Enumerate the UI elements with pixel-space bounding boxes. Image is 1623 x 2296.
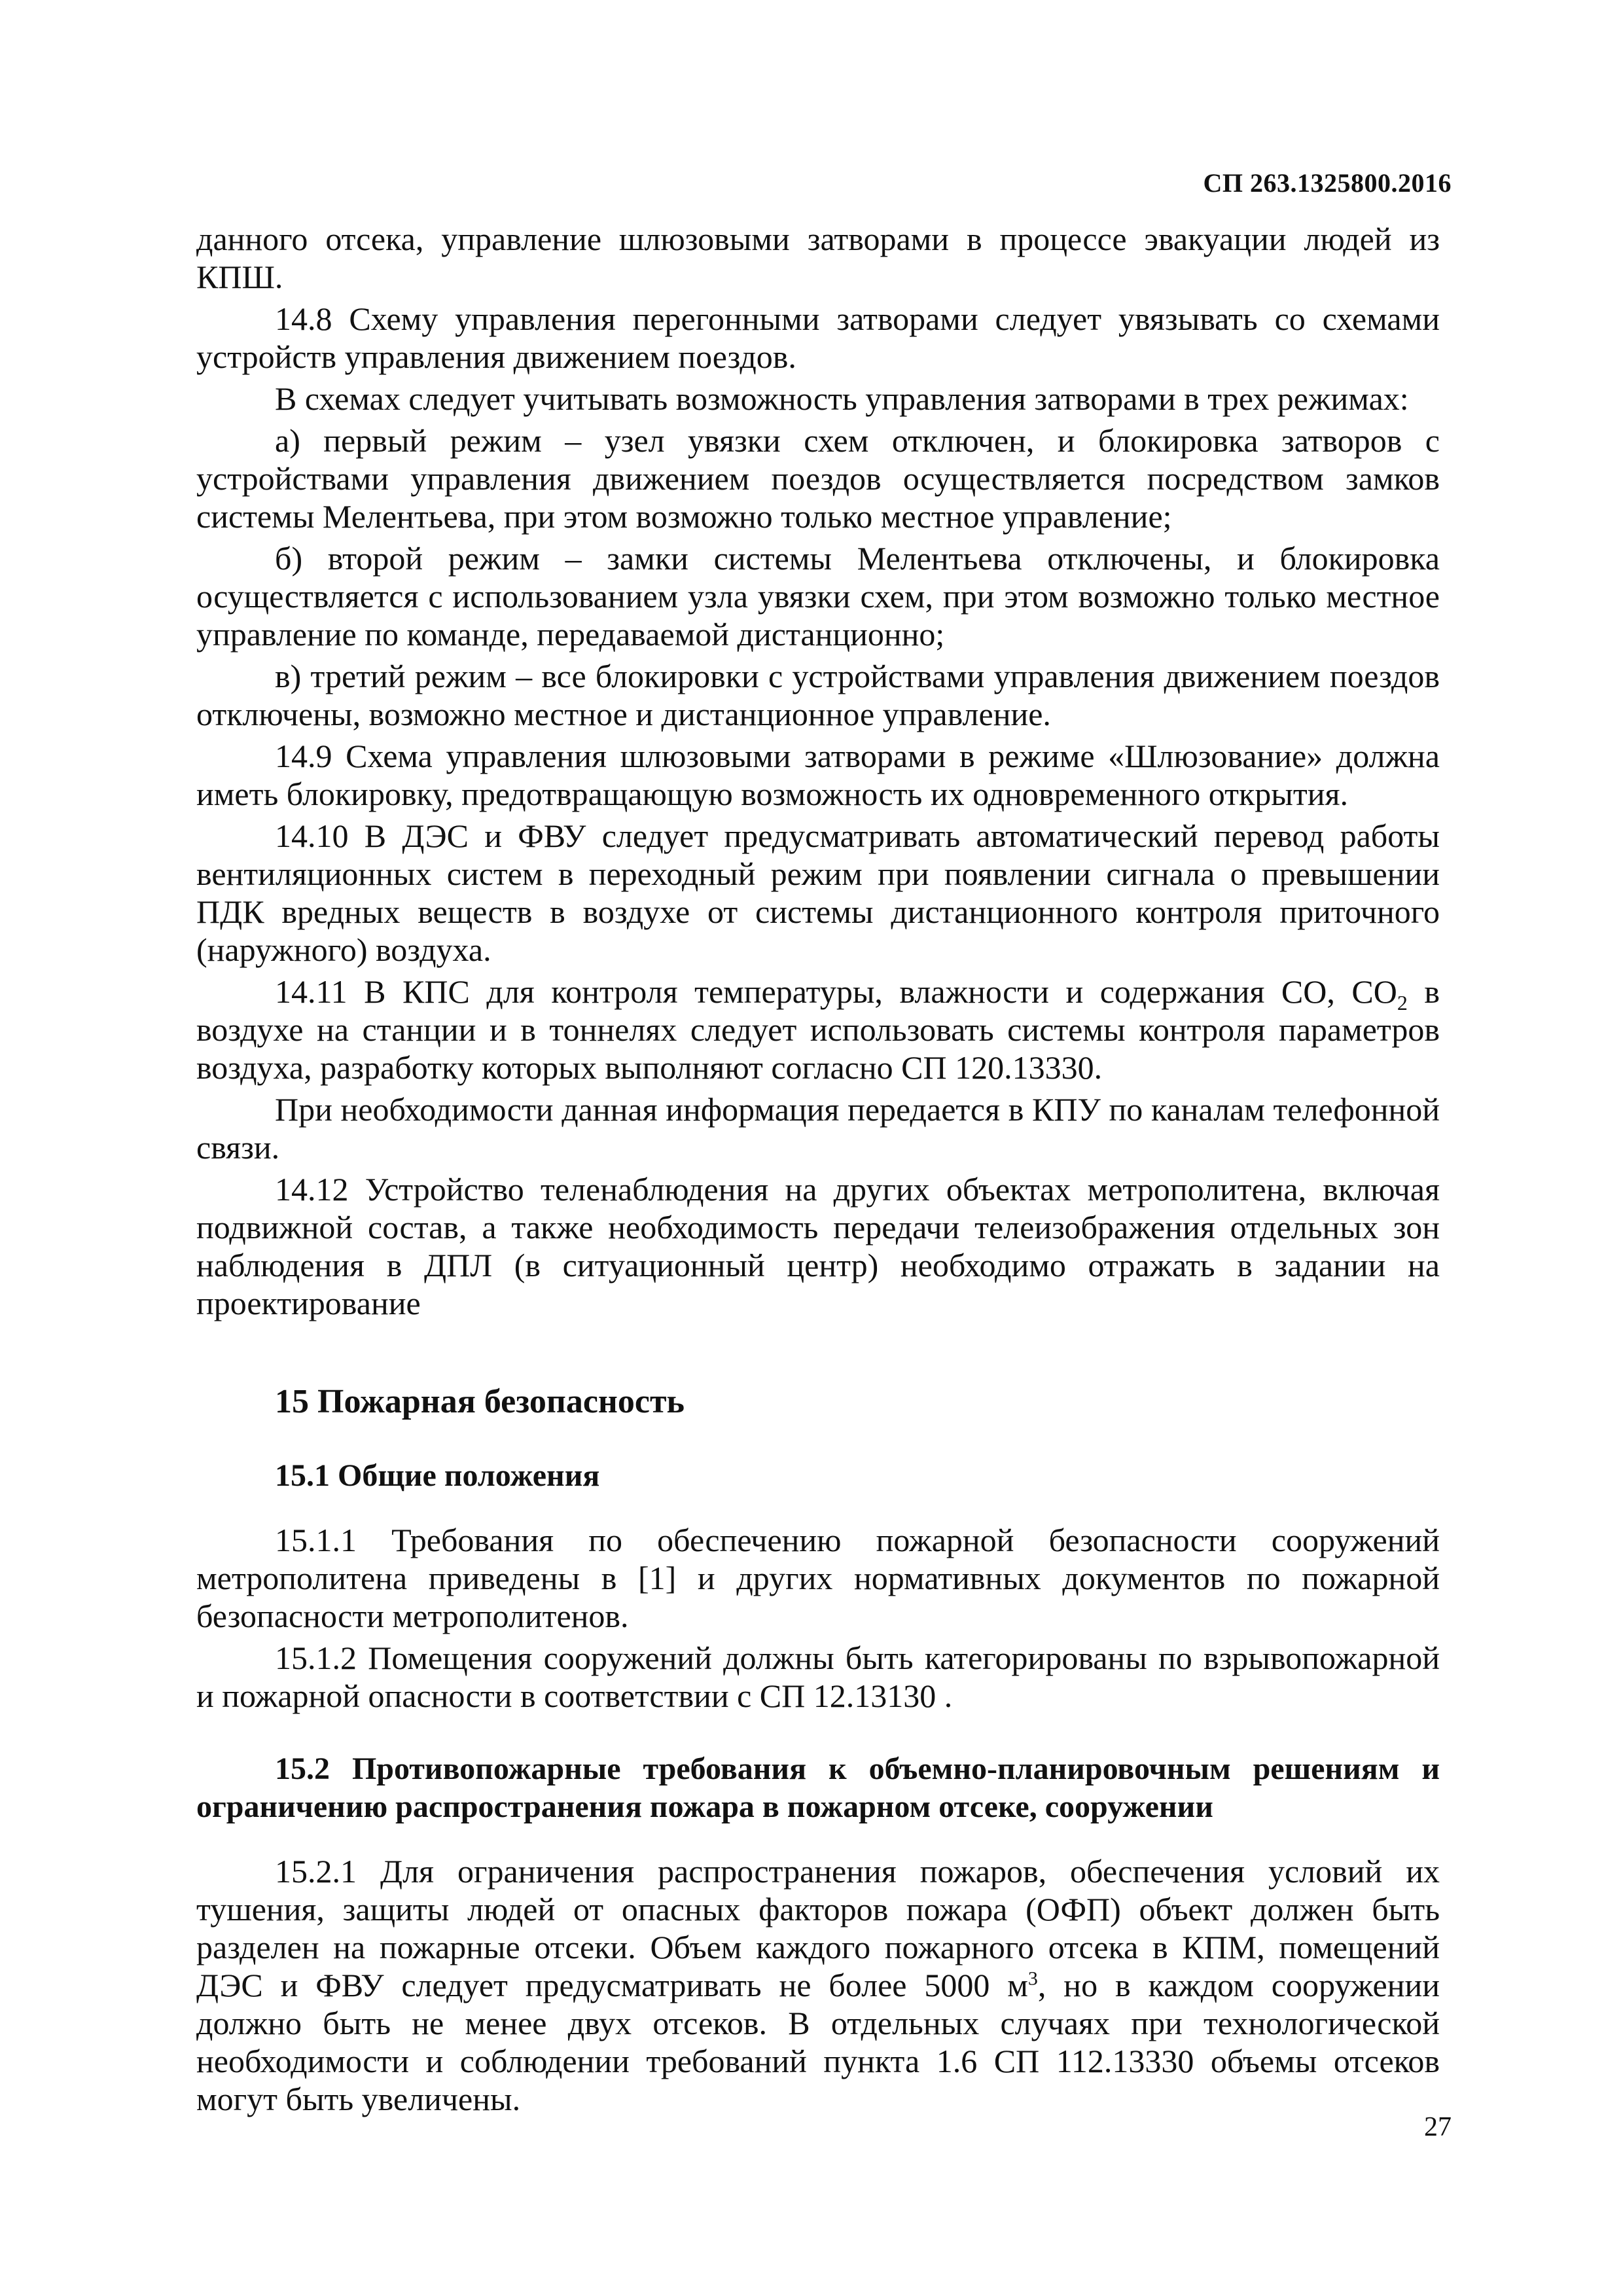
subsection-heading-15-1: 15.1 Общие положения (275, 1458, 600, 1493)
page-number: 27 (1424, 2112, 1452, 2142)
document-code-header: СП 263.1325800.2016 (1203, 168, 1452, 198)
paragraph-15-1-2: 15.1.2 Помещения сооружений должны быть категорированы по взрывопожарной и пожарной опасности в соответствии с СП 12.13130 . (196, 1640, 1440, 1714)
paragraph-14-11-part2: в воздухе на станции и в тоннелях следует использовать системы контроля параметров воздуха, разработку которых выполняют согласно СП 120.13330. (196, 973, 1440, 1086)
paragraph-continuation: данного отсека, управление шлюзовыми затворами в процессе эвакуации людей из КПШ. (196, 221, 1440, 295)
paragraph-14-10: 14.10 В ДЭС и ФВУ следует предусматривать автоматический перевод работы вентиляционных систем в переходный режим при появлении сигнала о превышении ПДК вредных веществ в воздухе от системы дистанционного контроля приточного (наружного) воздуха. (196, 817, 1440, 968)
paragraph-mode-b: б) второй режим – замки системы Мелентьева отключены, и блокировка осуществляется с использованием узла увязки схем, при этом возможно только местное управление по команде, передаваемой дистанционно; (196, 540, 1440, 653)
paragraph-15-2-1-part2: , но в каждом сооружении должно быть не менее двух отсеков. В отдельных случаях при технологической необходимости и соблюдении требований пункта 1.6 СП 112.13330 объемы отсеков могут быть увеличены. (196, 1967, 1440, 2117)
paragraph-15-2-1-part1: 15.2.1 Для ограничения распространения пожаров, обеспечения условий их тушения, защиты людей от опасных факторов пожара (ОФП) объект должен быть разделен на пожарные отсеки. Объем каждого пожарного отсека в КПМ, помещений ДЭС и ФВУ следует предусматривать не более 5000 м (196, 1853, 1440, 2003)
paragraph-mode-a: а) первый режим – узел увязки схем отключен, и блокировка затворов с устройствами управления движением поездов осуществляется посредством замков системы Мелентьева, при этом возможно только местное управление; (196, 422, 1440, 535)
paragraph-mode-c: в) третий режим – все блокировки с устройствами управления движением поездов отключены, возможно местное и дистанционное управление. (196, 658, 1440, 732)
paragraph-14-12: 14.12 Устройство теленаблюдения на других объектах метрополитена, включая подвижной состав, а также необходимость передачи телеизображения отдельных зон наблюдения в ДПЛ (в ситуационный центр) необходимо отражать в задании на проектирование (196, 1171, 1440, 1321)
paragraph-14-11-part1: 14.11 В КПС для контроля температуры, влажности и содержания СО, СО (275, 973, 1397, 1010)
paragraph-14-8: 14.8 Схему управления перегонными затворами следует увязывать со схемами устройств управления движением поездов. (196, 300, 1440, 375)
paragraph-14-9: 14.9 Схема управления шлюзовыми затворами в режиме «Шлюзование» должна иметь блокировку, предотвращающую возможность их одновременного открытия. (196, 738, 1440, 812)
co2-subscript: 2 (1397, 991, 1408, 1014)
section-heading-15: 15 Пожарная безопасность (275, 1383, 685, 1420)
paragraph-14-11 (196, 973, 1440, 1086)
paragraph-15-2-1 (196, 1852, 1440, 2118)
paragraph-modes-intro: В схемах следует учитывать возможность управления затворами в трех режимах: (275, 380, 1409, 417)
paragraph-kpu-info: При необходимости данная информация передается в КПУ по каналам телефонной связи. (196, 1091, 1440, 1166)
paragraph-15-1-1: 15.1.1 Требования по обеспечению пожарной безопасности сооружений метрополитена приведены в [1] и других нормативных документов по пожарной безопасности метрополитенов. (196, 1522, 1440, 1634)
subsection-heading-15-2: 15.2 Противопожарные требования к объемно-планировочным решениям и ограничению распространения пожара в пожарном отсеке, сооружении (196, 1751, 1440, 1824)
cubic-superscript: 3 (1027, 1967, 1038, 1990)
page-content (196, 220, 1440, 2118)
